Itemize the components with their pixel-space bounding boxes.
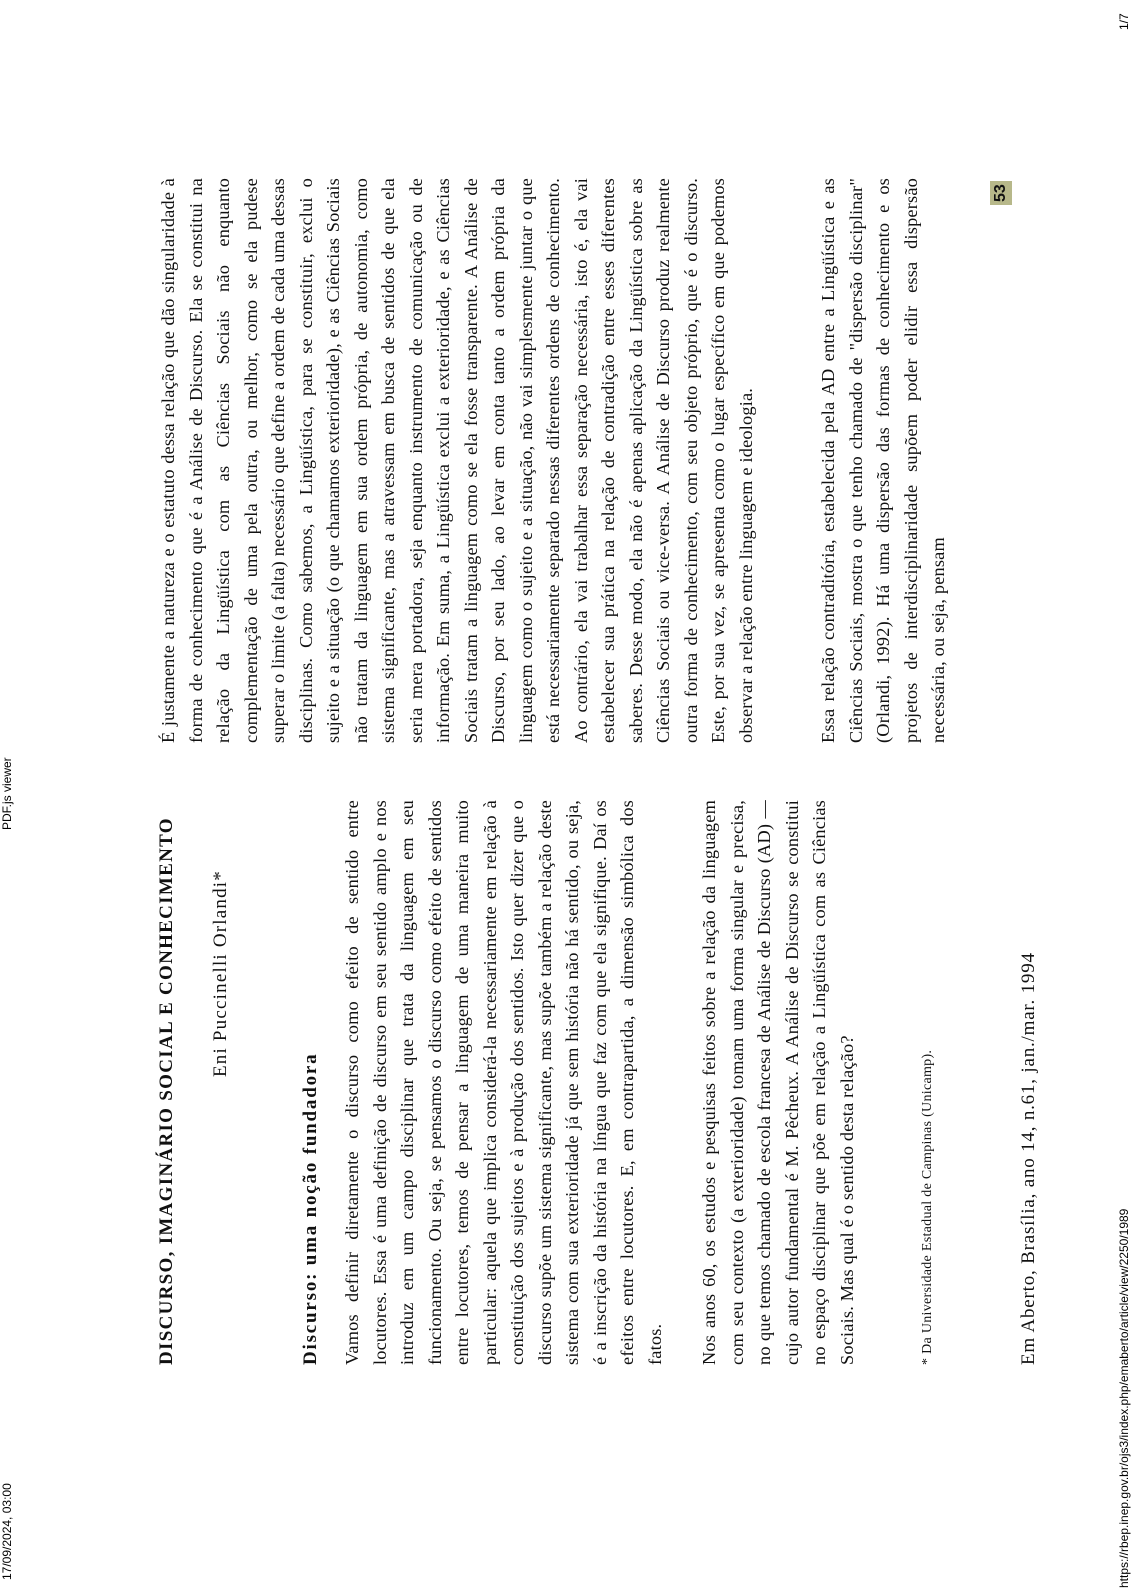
print-header-datetime: 17/09/2024, 03:00 <box>0 1483 14 1580</box>
print-footer-page-indicator: 1/7 <box>1117 13 1131 30</box>
journal-citation: Em Aberto, Brasília, ano 14, n.61, jan./mar. 1994 <box>1018 952 1039 1365</box>
paragraph-left-1: Vamos definir diretamente o discurso como efeito de sentido entre locutores. Essa é uma definição de discurso em seu sentido amplo e nos introduz em um campo disciplinar que trata da linguagem em seu funcionamento. Ou seja, se pensamos o discurso como efeito de sentidos entre locutores, temos de pensar a linguagem de uma maneira muito particular: aquela que implica considerá-la necessariamente em relação à constituição dos sujeitos e à produção dos sentidos. Isto quer dizer que o discurso supõe um sistema significante, mas supõe também a relação deste sistema com sua exterioridade já que sem história não há sentido, ou seja, é a inscrição da história na língua que faz com que ela signifique. Daí os efeitos entre locutores. E, em contrapartida, a dimensão simbólica dos fatos. <box>342 800 665 1365</box>
article-title: DISCURSO, IMAGINÁRIO SOCIAL E CONHECIMENTO <box>156 817 177 1365</box>
print-footer-url: https://rbep.inep.gov.br/ojs3/index.php/emaberto/article/view/2250/1989 <box>1117 1208 1131 1588</box>
print-header-title: PDF.js viewer <box>0 757 14 830</box>
left-column <box>155 800 1039 1365</box>
paragraph-right-1: É justamente a natureza e o estatuto dessa relação que dão singularidade à forma de conhecimento que é a Análise de Discurso. Ela se constitui na relação da Lingüística com as Ciências Sociais não enquanto complementação de uma pela outra, ou melhor, como se ela pudese superar o limite (a falta) necessário que define a ordem de cada uma dessas disciplinas. Como sabemos, a Lingüística, para se constituir, exclui o sujeito e a situação (o que chamamos exterioridade), e as Ciências Sociais não tratam da linguagem em sua ordem própria, de autonomia, como sistema significante, mas a atravessam em busca de sentidos de que ela seria mera portadora, seja enquanto instrumento de comunicação ou de informação. Em suma, a Lingüística exclui a exterioridade, e as Ciências Sociais tratam a linguagem como se ela fosse transparente. A Análise de Discurso, por seu lado, ao levar em conta tanto a ordem própria da linguagem como o sujeito e a situação, não vai simplesmente juntar o que está necessariamente separado nessas diferentes ordens de conhecimento. Ao contrário, ela vai trabalhar essa separação necessária, isto é, ela vai estabelecer sua prática na relação de contradição entre esses diferentes saberes. Desse modo, ela não é apenas aplicação da Lingüística sobre as Ciências Sociais ou vice-versa. A Análise de Discurso produz realmente outra forma de conhecimento, com seu objeto próprio, que é o discurso. Este, por sua vez, se apresenta como o lugar específico em que podemos observar a relação entre linguagem e ideologia. <box>158 178 756 743</box>
author-name: Eni Puccinelli Orlandi* <box>210 870 231 1078</box>
footnote: * Da Universidade Estadual de Campinas (Unicamp). <box>920 1049 935 1365</box>
right-column <box>155 178 953 743</box>
paragraph-right-2: Essa relação contraditória, estabelecida pela AD entre a Lingüística e as Ciências Sociais, mostra o que tenho chamado de "dispersão disciplinar" (Orlandi, 1992). Há uma dispersão das formas de conhecimento e os projetos de interdisciplinaridade supõem poder elidir essa dispersão necessária, ou seja, pensam <box>818 178 948 743</box>
scanned-document-page <box>130 175 1040 1365</box>
page-number-badge: 53 <box>990 181 1012 205</box>
section-heading: Discurso: uma noção fundadora <box>300 1052 321 1365</box>
paragraph-left-2: Nos anos 60, os estudos e pesquisas feitos sobre a relação da linguagem com seu contexto (a exterioridade) tomam uma forma singular e precisa, no que temos chamado de escola francesa de Análise de Discurso (AD) — cujo autor fundamental é M. Pêcheux. A Análise de Discurso se constitui no espaço disciplinar que põe em relação a Lingüística com as Ciências Sociais. Mas qual é o sentido desta relação? <box>699 800 857 1365</box>
